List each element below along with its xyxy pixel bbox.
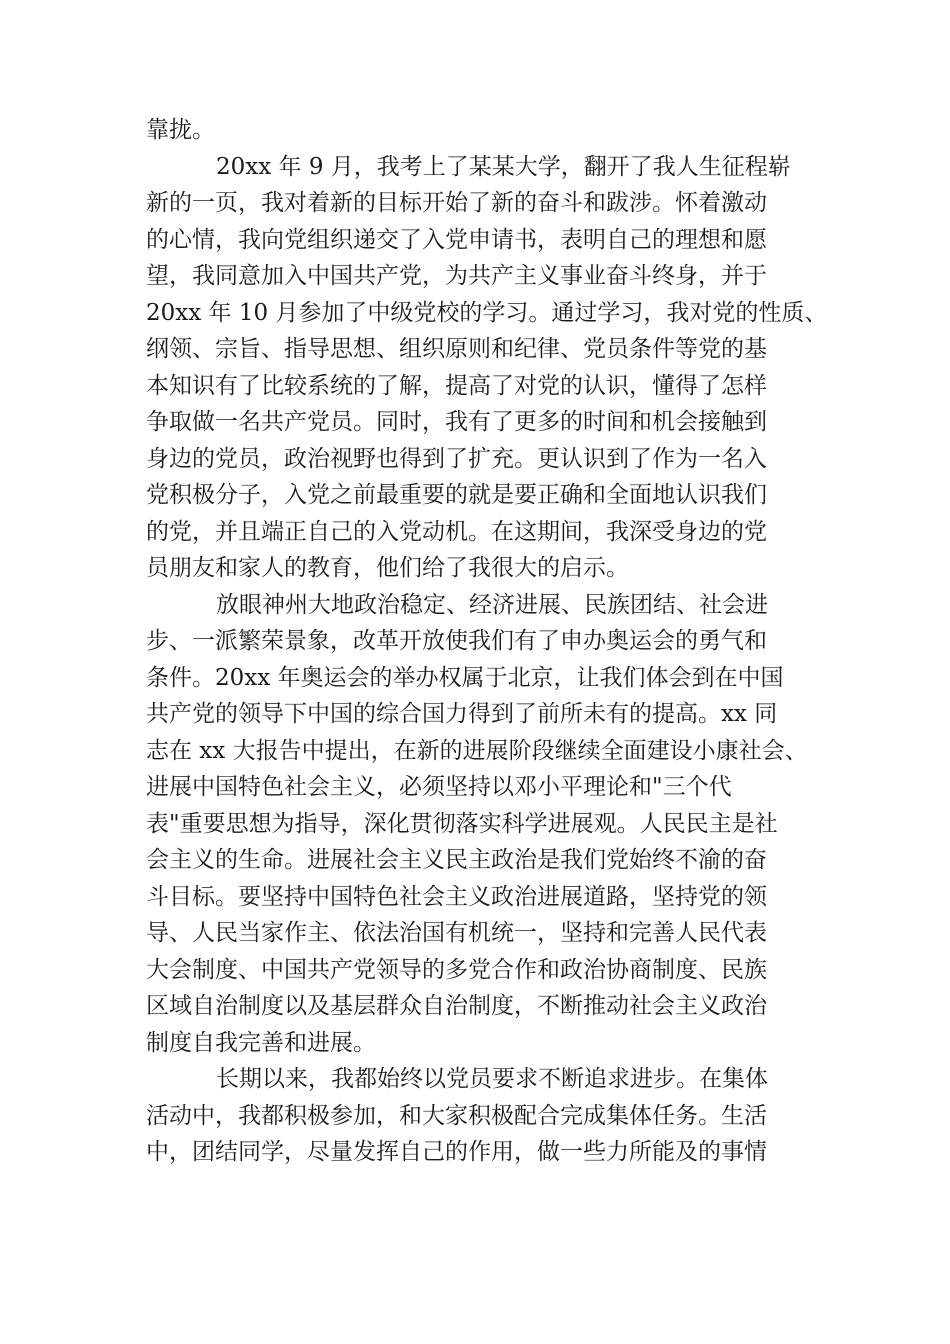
text-line-28: 活动中，我都积极参加，和大家积极配合完成集体任务。生活 xyxy=(146,1102,767,1129)
text-line-1: 靠拢。 xyxy=(146,117,215,143)
text-line-20: 表"重要思想为指导，深化贯彻落实科学进展观。人民民主是社 xyxy=(146,810,778,837)
text-line-3: 新的一页，我对着新的目标开始了新的奋斗和跋涉。怀着激动 xyxy=(146,190,767,216)
text-line-4: 的心情，我向党组织递交了入党申请书，表明自己的理想和愿 xyxy=(146,226,767,253)
text-line-11: 党积极分子，入党之前最重要的就是要正确和全面地认识我们 xyxy=(146,482,767,508)
text-line-17: 共产党的领导下中国的综合国力得到了前所未有的提高。xx 同 xyxy=(146,701,778,727)
text-line-10: 身边的党员，政治视野也得到了扩充。更认识到了作为一名入 xyxy=(146,445,767,472)
text-line-5: 望，我同意加入中国共产党，为共产主义事业奋斗终身，并于 xyxy=(146,263,767,289)
text-line-16: 条件。20xx 年奥运会的举办权属于北京，让我们体会到在中国 xyxy=(146,664,784,691)
text-line-25: 区域自治制度以及基层群众自治制度，不断推动社会主义政治 xyxy=(146,993,767,1019)
text-line-2: 20xx 年 9 月，我考上了某某大学，翻开了我人生征程崭 xyxy=(216,153,791,180)
text-line-21: 会主义的生命。进展社会主义民主政治是我们党始终不渝的奋 xyxy=(146,847,767,873)
text-line-9: 争取做一名共产党员。同时，我有了更多的时间和机会接触到 xyxy=(146,409,767,435)
text-line-22: 斗目标。要坚持中国特色社会主义政治进展道路，坚持党的领 xyxy=(146,883,767,910)
text-line-23: 导、人民当家作主、依法治国有机统一，坚持和完善人民代表 xyxy=(146,920,767,946)
text-line-12: 的党，并且端正自己的入党动机。在这期间，我深受身边的党 xyxy=(146,518,767,545)
document-body xyxy=(146,112,828,1171)
text-line-14: 放眼神州大地政治稳定、经济进展、民族团结、社会进 xyxy=(216,591,768,618)
text-line-13: 员朋友和家人的教育，他们给了我很大的启示。 xyxy=(146,555,629,581)
text-line-29: 中，团结同学，尽量发挥自己的作用，做一些力所能及的事情 xyxy=(146,1139,767,1165)
text-line-27: 长期以来，我都始终以党员要求不断追求进步。在集体 xyxy=(216,1066,768,1092)
text-line-8: 本知识有了比较系统的了解，提高了对党的认识，懂得了怎样 xyxy=(146,372,767,399)
text-line-6: 20xx 年 10 月参加了中级党校的学习。通过学习，我对党的性质、 xyxy=(146,299,828,326)
text-line-19: 进展中国特色社会主义，必须坚持以邓小平理论和"三个代 xyxy=(146,774,732,800)
text-line-18: 志在 xx 大报告中提出，在新的进展阶段继续全面建设小康社会、 xyxy=(146,737,808,764)
text-line-26: 制度自我完善和进展。 xyxy=(146,1029,376,1056)
text-line-15: 步、一派繁荣景象，改革开放使我们有了申办奥运会的勇气和 xyxy=(146,628,767,654)
text-line-24: 大会制度、中国共产党领导的多党合作和政治协商制度、民族 xyxy=(146,956,767,983)
text-line-7: 纲领、宗旨、指导思想、组织原则和纪律、党员条件等党的基 xyxy=(146,336,767,362)
